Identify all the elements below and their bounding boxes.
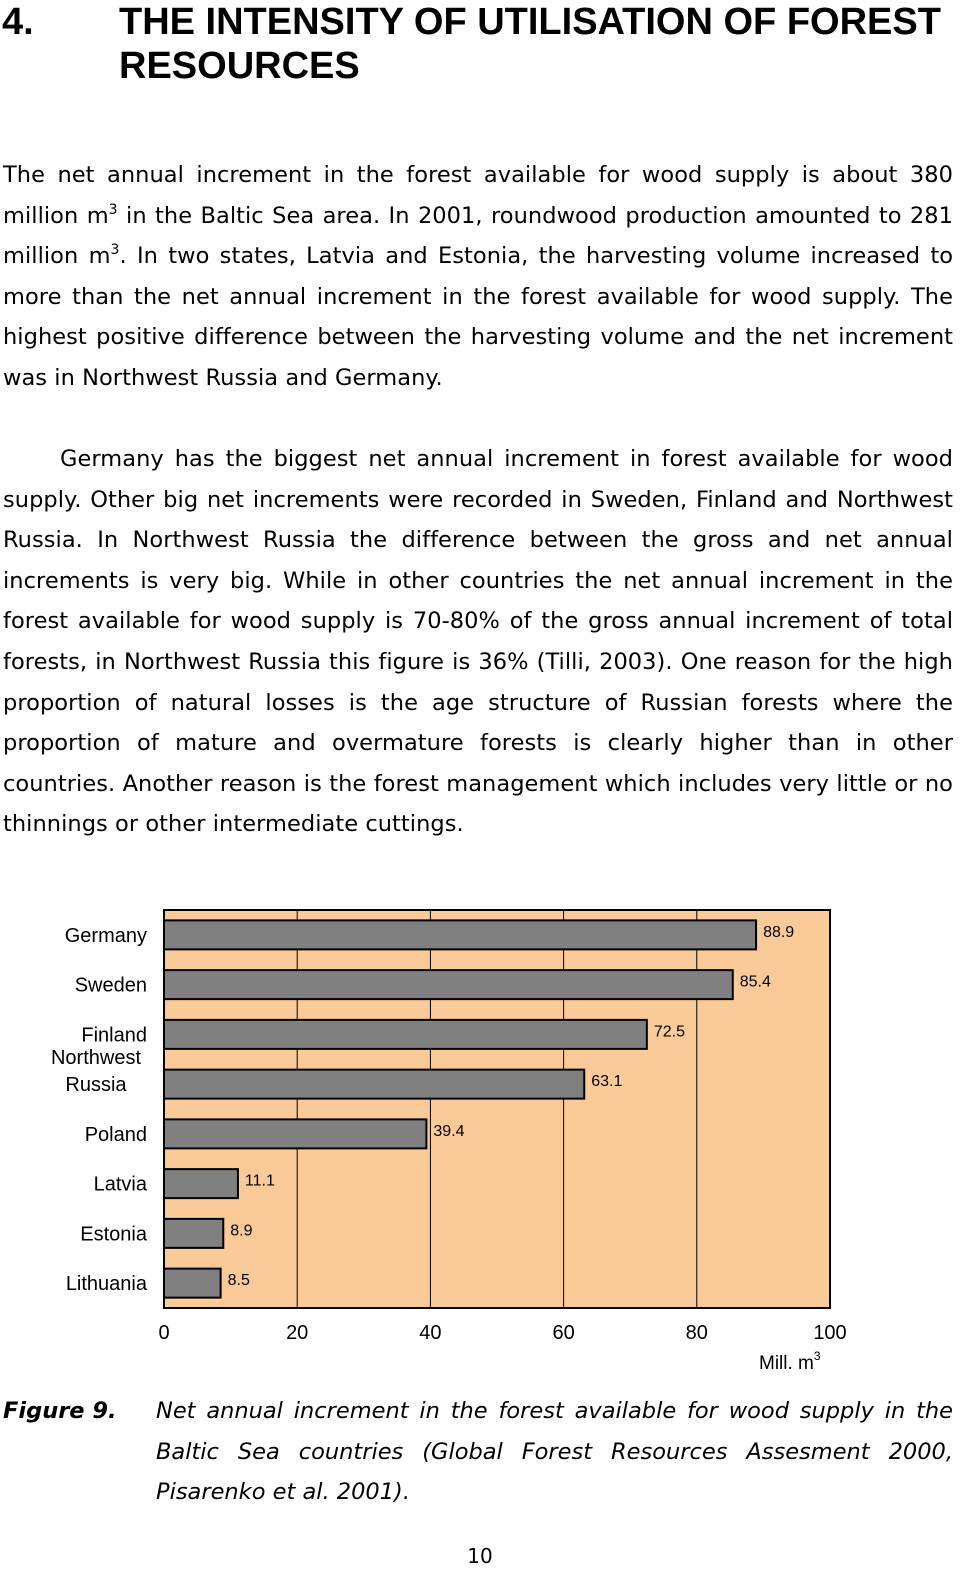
category-label-6: Estonia — [80, 1223, 147, 1246]
x-tick-label-4: 80 — [685, 1322, 708, 1344]
bar-1 — [164, 970, 733, 999]
x-axis-label-main: Mill. m — [759, 1353, 814, 1374]
category-label-3-line-1: Russia — [65, 1074, 127, 1097]
figure-caption: Net annual increment in the forest available for wood supply in the Baltic Sea countries (Global Forest Resources Assesment 2000, Pisarenko et al. 2001). — [156, 1398, 953, 1506]
p1-superscript-a: 3 — [108, 201, 118, 218]
data-label-4: 39.4 — [433, 1122, 465, 1140]
bar-5 — [164, 1169, 238, 1198]
x-tick-label-1: 20 — [286, 1322, 309, 1344]
bar-2 — [164, 1020, 647, 1049]
category-label-2: Finland — [81, 1024, 147, 1047]
x-axis-label-sup: 3 — [813, 1349, 821, 1363]
p1-superscript-b: 3 — [110, 242, 120, 259]
x-tick-label-3: 60 — [552, 1322, 575, 1344]
body-paragraph-1 — [3, 155, 953, 399]
data-label-5: 11.1 — [244, 1172, 275, 1190]
bar-0 — [164, 920, 756, 949]
category-label-5: Latvia — [93, 1173, 147, 1196]
p1-text-c: . In two states, Latvia and Estonia, the harvesting volume increased to more than the net annual increment in the forest available for wood supply. The highest positive difference between the harvesting volume and the net increment was in Northwest Russia and Germany. — [3, 243, 954, 391]
p1-text-a: The net annual increment in the forest available for wood supply is about 380 million m — [3, 162, 953, 229]
bar-chart — [0, 895, 960, 1385]
page-number: 10 — [467, 1544, 493, 1568]
figure-label: Figure 9. — [3, 1398, 117, 1424]
category-label-4: Poland — [84, 1123, 147, 1146]
category-label-1: Sweden — [74, 974, 147, 997]
category-label-0: Germany — [64, 924, 147, 947]
data-label-7: 8.5 — [227, 1272, 250, 1290]
bar-3 — [164, 1070, 584, 1099]
data-label-1: 85.4 — [739, 973, 771, 991]
p1-text-b: in the Baltic Sea area. In 2001, roundwood production amounted to 281 million m — [3, 202, 954, 270]
x-tick-label-2: 40 — [419, 1322, 442, 1344]
data-label-2: 72.5 — [653, 1023, 685, 1041]
section-title: THE INTENSITY OF UTILISATION OF FOREST RESOURCES — [119, 1, 941, 87]
bar-7 — [164, 1269, 221, 1298]
x-tick-label-0: 0 — [158, 1322, 170, 1344]
data-label-0: 88.9 — [763, 923, 795, 941]
data-label-6: 8.9 — [230, 1222, 253, 1240]
section-number: 4. — [2, 1, 34, 43]
bar-4 — [164, 1119, 426, 1148]
x-tick-label-5: 100 — [813, 1322, 847, 1344]
data-label-3: 63.1 — [591, 1073, 623, 1091]
body-paragraph-2: Germany has the biggest net annual increment in forest available for wood supply. Other big net increments were recorded in Sweden, Finland and Northwest Russia. In Northwest Russia the difference between the gross and net annual increments is very big. While in other countries the net annual increment in the forest available for wood supply is 70-80% of the gross annual increment of total forests, in Northwest Russia this figure is 36% (Tilli, 2003). One reason for the high proportion of natural losses is the age structure of Russian forests where the proportion of mature and overmature forests is clearly higher than in other countries. Another reason is the forest management which includes very little or no thinnings or other intermediate cuttings. — [3, 446, 953, 838]
bar-6 — [164, 1219, 223, 1248]
x-axis-label — [759, 1349, 821, 1374]
category-label-7: Lithuania — [65, 1273, 147, 1296]
category-label-3 — [51, 1047, 141, 1096]
category-label-3-line-0: Northwest — [50, 1047, 142, 1070]
